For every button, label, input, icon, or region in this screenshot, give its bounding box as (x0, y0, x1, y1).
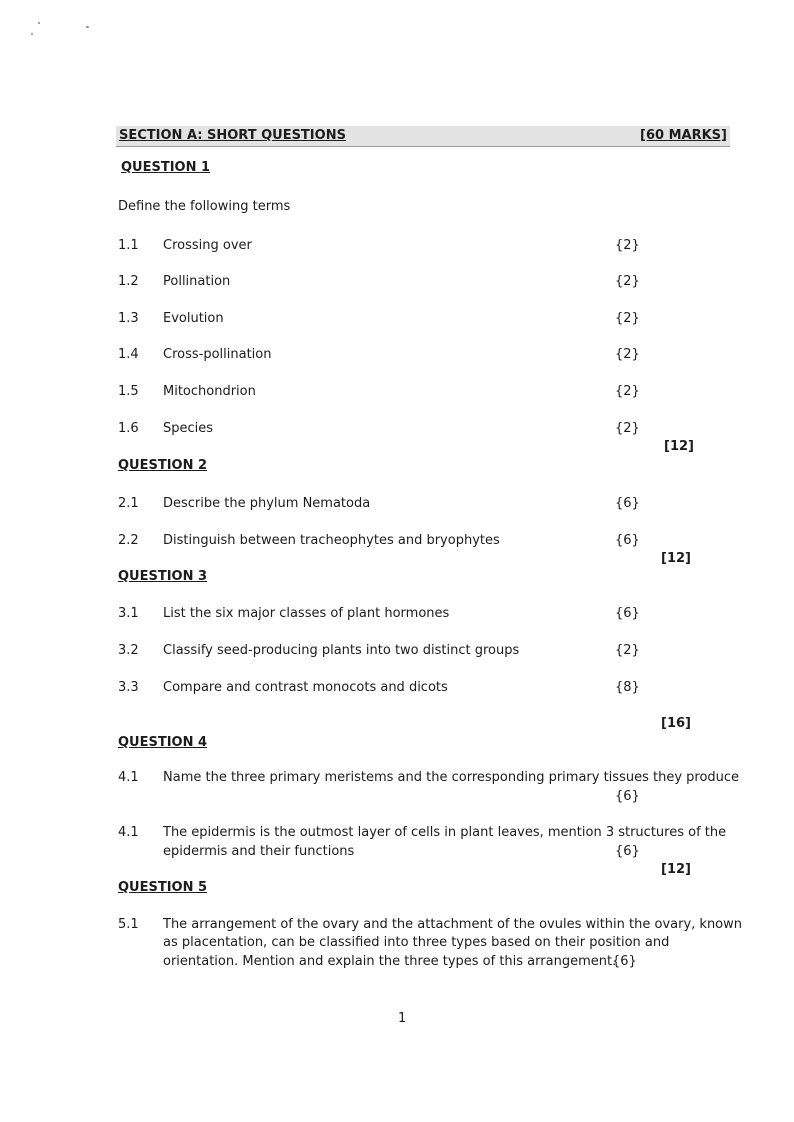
question-1-intro: Define the following terms (118, 199, 291, 214)
item-mark: {2} (615, 311, 640, 326)
item-number: 2.1 (118, 496, 139, 511)
section-title: SECTION A: SHORT QUESTIONS (119, 128, 346, 143)
item-mark: {6} (615, 789, 640, 804)
item-number: 3.2 (118, 643, 139, 658)
item-number: 1.5 (118, 384, 139, 399)
item-text: Mitochondrion (163, 384, 256, 399)
item-text-continued: as placentation, can be classified into three types based on their position and (163, 935, 670, 950)
question-4-total: [12] (661, 862, 691, 877)
item-number: 1.3 (118, 311, 139, 326)
section-header (116, 126, 730, 147)
item-text: Describe the phylum Nematoda (163, 496, 371, 511)
item-mark: {6} (612, 954, 637, 969)
item-text: Species (163, 421, 214, 436)
item-number: 4.1 (118, 825, 139, 840)
item-text: Classify seed-producing plants into two distinct groups (163, 643, 520, 658)
item-mark: {2} (615, 384, 640, 399)
scan-speck (31, 33, 33, 35)
item-mark: {2} (615, 421, 640, 436)
item-mark: {2} (615, 347, 640, 362)
item-text: Name the three primary meristems and the corresponding primary tissues they produce (163, 770, 740, 785)
question-2-total: [12] (661, 551, 691, 566)
question-2-heading: QUESTION 2 (118, 458, 208, 473)
item-text: Distinguish between tracheophytes and bryophytes (163, 533, 500, 548)
question-3-heading: QUESTION 3 (118, 569, 208, 584)
page-number: 1 (398, 1011, 407, 1026)
section-marks: [60 MARKS] (640, 128, 727, 143)
scan-speck (86, 26, 89, 28)
item-mark: {8} (615, 680, 640, 695)
question-1-heading: QUESTION 1 (121, 160, 211, 175)
item-number: 1.1 (118, 238, 139, 253)
item-text: Pollination (163, 274, 231, 289)
item-number: 4.1 (118, 770, 139, 785)
item-text: The epidermis is the outmost layer of cells in plant leaves, mention 3 structures of the (163, 825, 727, 840)
item-number: 1.2 (118, 274, 139, 289)
item-text: Compare and contrast monocots and dicots (163, 680, 448, 695)
item-number: 1.6 (118, 421, 139, 436)
item-number: 3.1 (118, 606, 139, 621)
item-mark: {6} (615, 606, 640, 621)
question-3-total: [16] (661, 716, 691, 731)
item-number: 1.4 (118, 347, 139, 362)
scan-speck (38, 22, 40, 24)
item-mark: {2} (615, 238, 640, 253)
item-number: 3.3 (118, 680, 139, 695)
item-mark: {6} (615, 533, 640, 548)
question-1-total: [12] (664, 439, 694, 454)
item-text: Crossing over (163, 238, 252, 253)
item-text: List the six major classes of plant hormones (163, 606, 450, 621)
item-mark: {6} (615, 844, 640, 859)
item-mark: {2} (615, 643, 640, 658)
item-number: 5.1 (118, 917, 139, 932)
item-text-continued: epidermis and their functions (163, 844, 355, 859)
item-mark: {2} (615, 274, 640, 289)
item-number: 2.2 (118, 533, 139, 548)
item-mark: {6} (615, 496, 640, 511)
question-5-heading: QUESTION 5 (118, 880, 208, 895)
item-text: Cross-pollination (163, 347, 272, 362)
item-text: The arrangement of the ovary and the attachment of the ovules within the ovary, known (163, 917, 743, 932)
item-text-continued: orientation. Mention and explain the three types of this arrangement. (163, 954, 617, 969)
item-text: Evolution (163, 311, 224, 326)
question-4-heading: QUESTION 4 (118, 735, 208, 750)
